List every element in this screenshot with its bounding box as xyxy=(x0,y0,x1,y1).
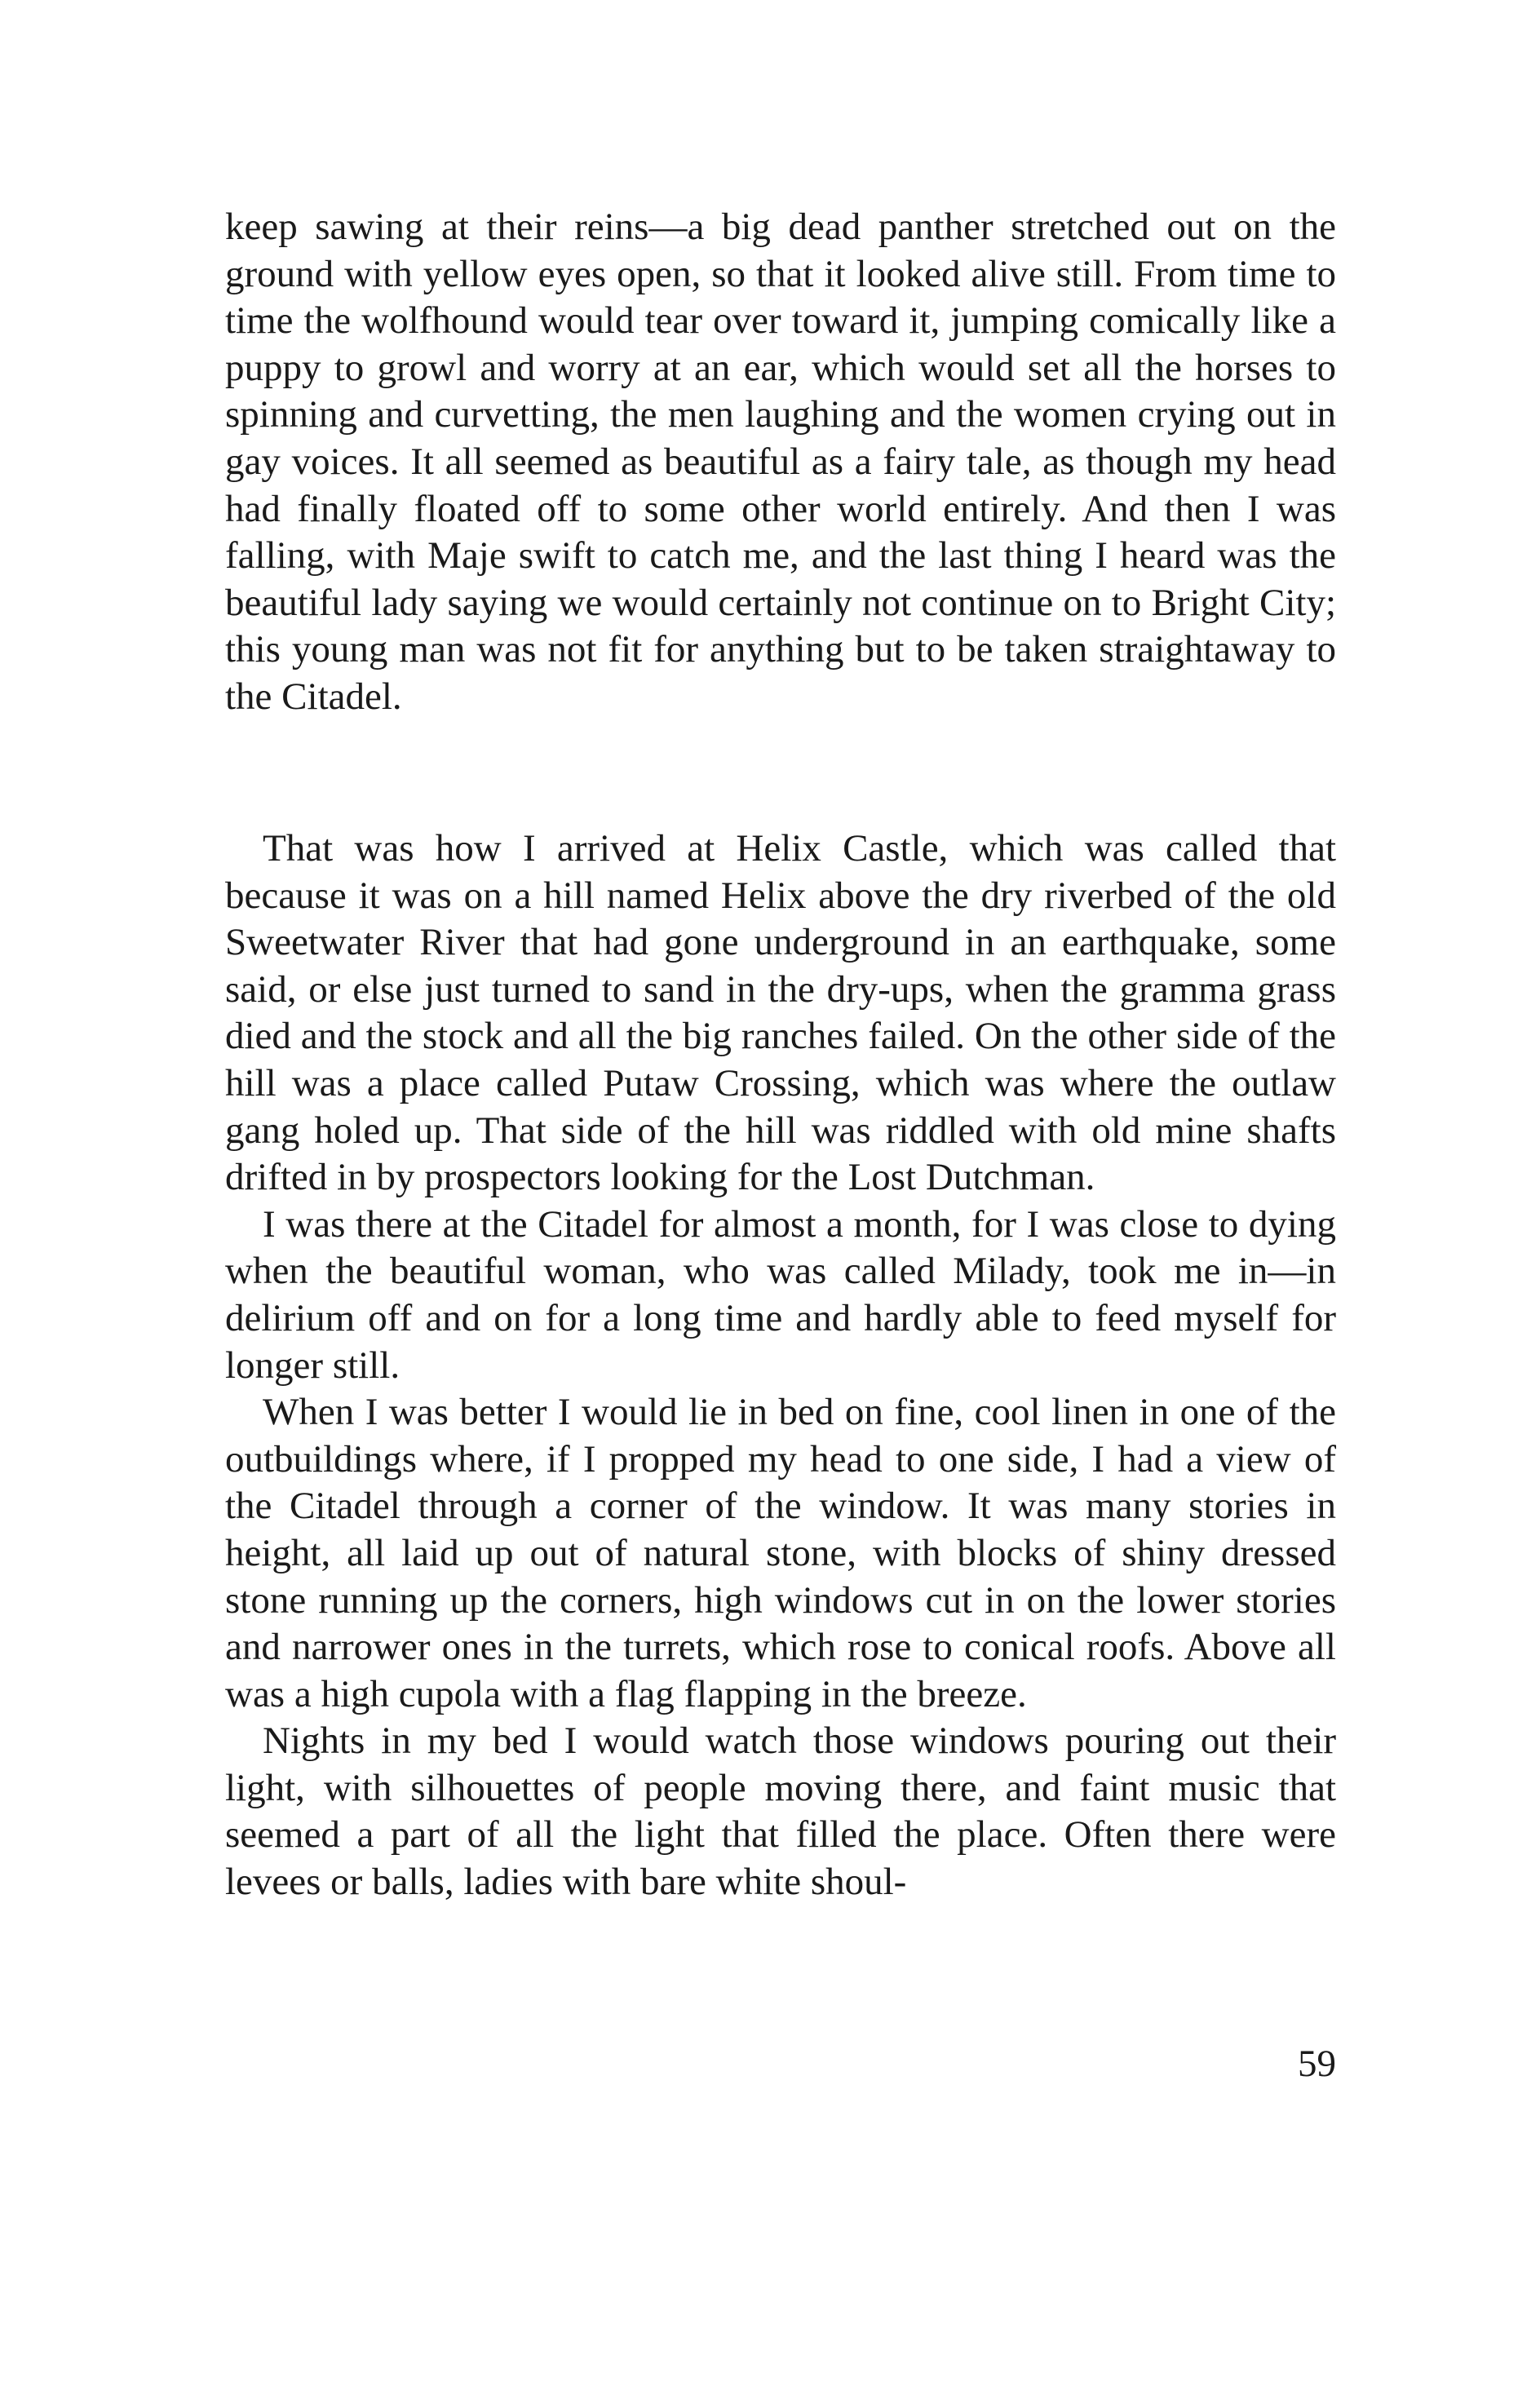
text-section-new xyxy=(225,825,1336,1906)
paragraph-nights: Nights in my bed I would watch those windows pouring out their light, with silhouettes of people moving there, and faint music that seemed a part of all the light that filled the place. Often there were levees or balls, ladies with bare white shoul- xyxy=(225,1720,1336,1904)
page-number: 59 xyxy=(1298,2043,1336,2085)
text-section-continued xyxy=(225,204,1336,721)
paragraph-citadel-month: I was there at the Citadel for almost a month, for I was close to dying when the beautiful woman, who was called Milady, took me in—in delirium off and on for a long time and hardly able to feed myself for longer still. xyxy=(225,1202,1336,1387)
paragraph-helix-castle: That was how I arrived at Helix Castle, which was called that because it was on a hill named Helix above the dry riverbed of the old Sweetwater River that had gone underground in an earthquake, some said, or else just turned to sand in the dry-ups, when the gramma grass died and the stock and all the big ranches failed. On the other side of the hill was a place called Putaw Crossing, which was where the outlaw gang holed up. That side of the hill was riddled with old mine shafts drifted in by prospectors looking for the Lost Dutchman. xyxy=(225,827,1336,1199)
paragraph-continued: keep sawing at their reins—a big dead panther stretched out on the ground with yellow eyes open, so that it looked alive still. From time to time the wolfhound would tear over toward it, jumping comically like a puppy to growl and worry at an ear, which would set all the horses to spinning and curvetting, the men laughing and the women crying out in gay voices. It all seemed as beautiful as a fairy tale, as though my head had finally floated off to some other world entirely. And then I was falling, with Maje swift to catch me, and the last thing I heard was the beautiful lady saying we would certainly not continue on to Bright City; this young man was not fit for anything but to be taken straightaway to the Citadel. xyxy=(225,206,1336,718)
paragraph-citadel-view: When I was better I would lie in bed on fine, cool linen in one of the outbuildings where, if I propped my head to one side, I had a view of the Citadel through a corner of the window. It was many stories in height, all laid up out of natural stone, with blocks of shiny dressed stone running up the corners, high windows cut in on the lower stories and narrower ones in the turrets, which rose to conical roofs. Above all was a high cupola with a flag flapping in the breeze. xyxy=(225,1391,1336,1715)
